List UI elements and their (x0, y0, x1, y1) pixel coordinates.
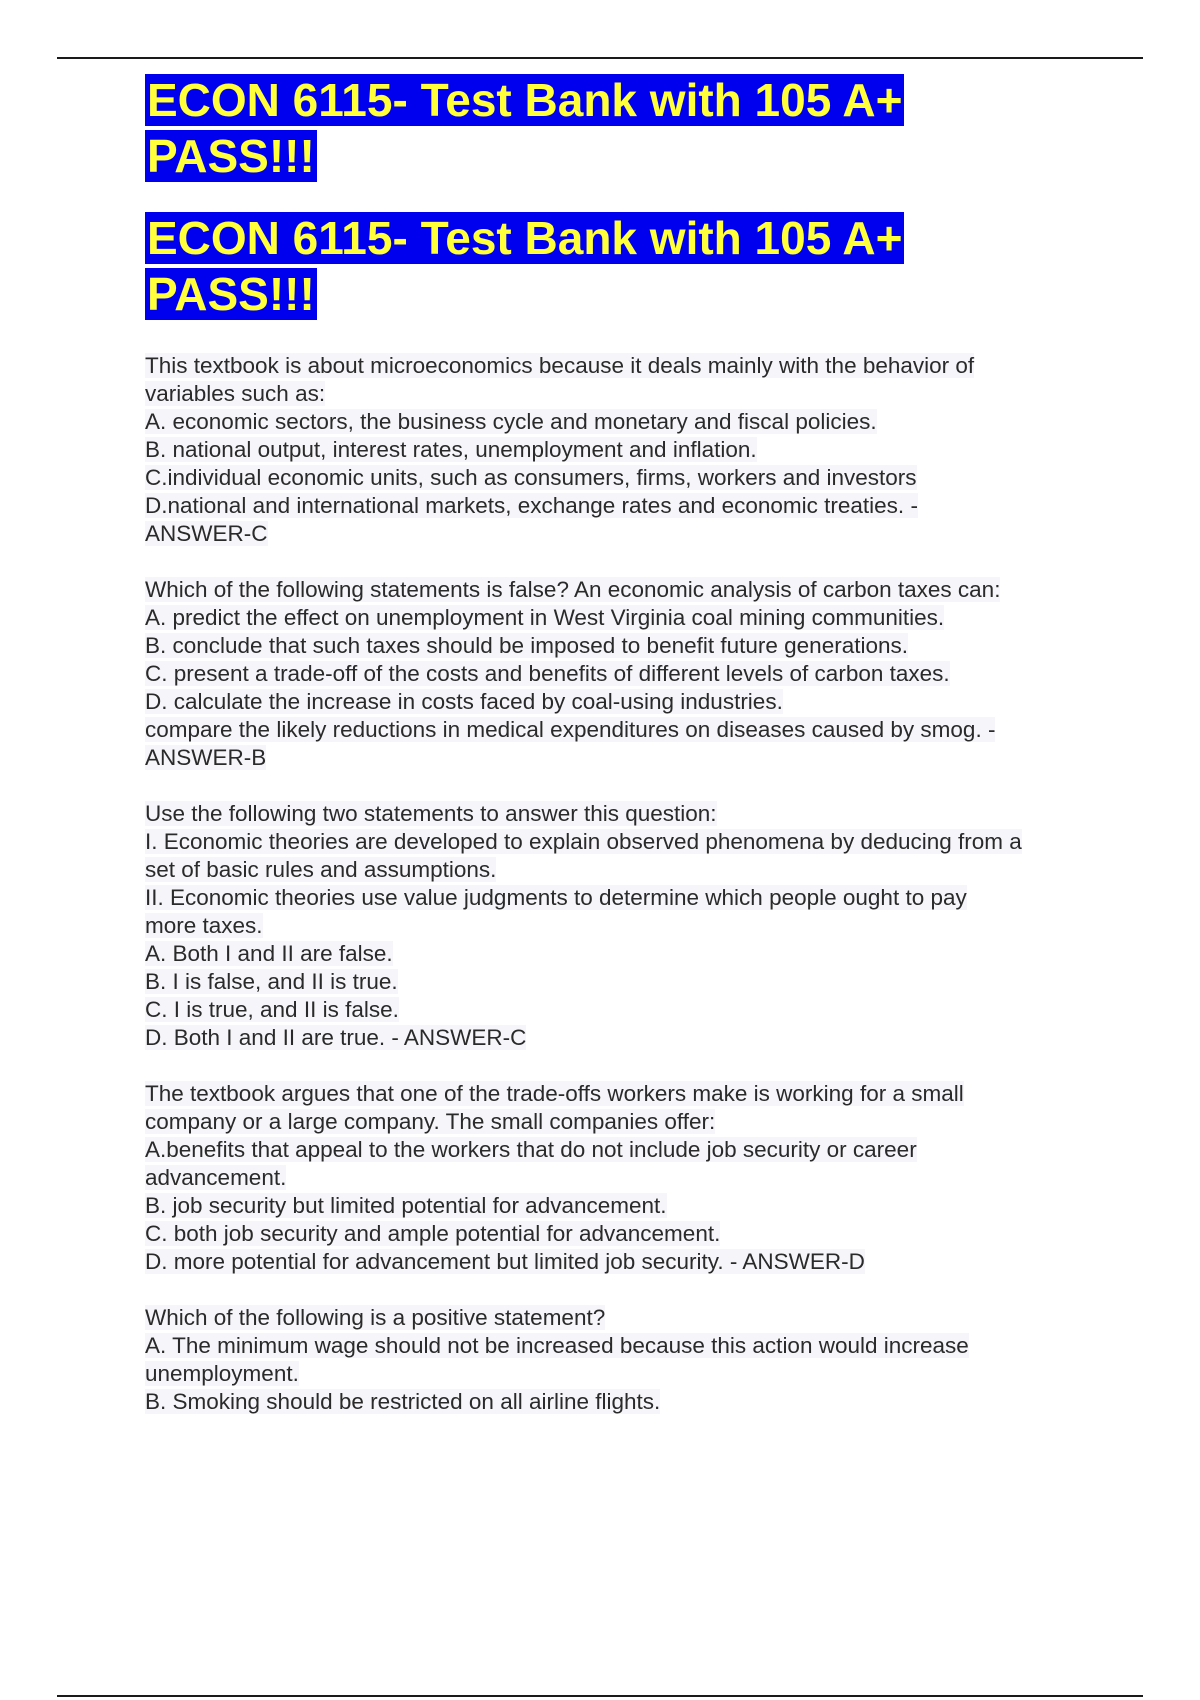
answer-option: A. predict the effect on unemployment in West Virginia coal mining communities. (145, 605, 945, 630)
answer-option: C. both job security and ample potential for advancement. (145, 1221, 721, 1246)
question-line: company or a large company. The small companies offer: (145, 1109, 716, 1134)
answer-option: B. Smoking should be restricted on all airline flights. (145, 1389, 661, 1414)
answer-option: A. economic sectors, the business cycle and monetary and fiscal policies. (145, 409, 877, 434)
document-title (145, 72, 965, 184)
answer-option: A. The minimum wage should not be increased because this action would increase (145, 1333, 969, 1358)
question-line: Which of the following statements is false? An economic analysis of carbon taxes can: (145, 577, 1001, 602)
answer-option: B. I is false, and II is true. (145, 969, 398, 994)
question-line: more taxes. (145, 913, 263, 938)
answer-option: D. calculate the increase in costs faced by coal-using industries. (145, 689, 783, 714)
document-body (145, 70, 1105, 1444)
answer-option: C. I is true, and II is false. (145, 997, 399, 1022)
answer-key: ANSWER-C (145, 521, 268, 546)
bottom-rule (57, 1695, 1143, 1697)
answer-option: B. job security but limited potential for advancement. (145, 1193, 667, 1218)
answer-key: ANSWER-B (145, 745, 267, 770)
question-line: variables such as: (145, 381, 326, 406)
document-title-repeat (145, 210, 965, 322)
question-line: II. Economic theories use value judgments to determine which people ought to pay (145, 885, 967, 910)
question-line: I. Economic theories are developed to explain observed phenomena by deducing from a (145, 829, 1022, 854)
question-line: The textbook argues that one of the trade-offs workers make is working for a small (145, 1081, 964, 1106)
question-line: Which of the following is a positive statement? (145, 1305, 606, 1330)
answer-option: D.national and international markets, exchange rates and economic treaties. - (145, 493, 918, 518)
answer-option: advancement. (145, 1165, 287, 1190)
answer-option: A. Both I and II are false. (145, 941, 393, 966)
answer-option: C. present a trade-off of the costs and benefits of different levels of carbon taxes. (145, 661, 950, 686)
question-line: set of basic rules and assumptions. (145, 857, 497, 882)
question-block (145, 352, 1105, 548)
answer-option: B. conclude that such taxes should be imposed to benefit future generations. (145, 633, 908, 658)
question-line: Use the following two statements to answer this question: (145, 801, 717, 826)
question-line: This textbook is about microeconomics because it deals mainly with the behavior of (145, 353, 975, 378)
title-highlight: ECON 6115- Test Bank with 105 A+ PASS!!! (147, 74, 903, 182)
question-block (145, 1080, 1105, 1276)
title-highlight: ECON 6115- Test Bank with 105 A+ PASS!!! (147, 212, 903, 320)
question-block (145, 576, 1105, 772)
answer-option: A.benefits that appeal to the workers that do not include job security or career (145, 1137, 917, 1162)
question-block (145, 800, 1105, 1052)
answer-key: D. more potential for advancement but limited job security. - ANSWER-D (145, 1249, 865, 1274)
answer-option: unemployment. (145, 1361, 299, 1386)
answer-option: B. national output, interest rates, unemployment and inflation. (145, 437, 757, 462)
answer-option: C.individual economic units, such as consumers, firms, workers and investors (145, 465, 917, 490)
answer-key: D. Both I and II are true. - ANSWER-C (145, 1025, 527, 1050)
question-list (145, 352, 1105, 1416)
question-block (145, 1304, 1105, 1416)
answer-option: compare the likely reductions in medical expenditures on diseases caused by smog. - (145, 717, 996, 742)
top-rule (57, 57, 1143, 59)
